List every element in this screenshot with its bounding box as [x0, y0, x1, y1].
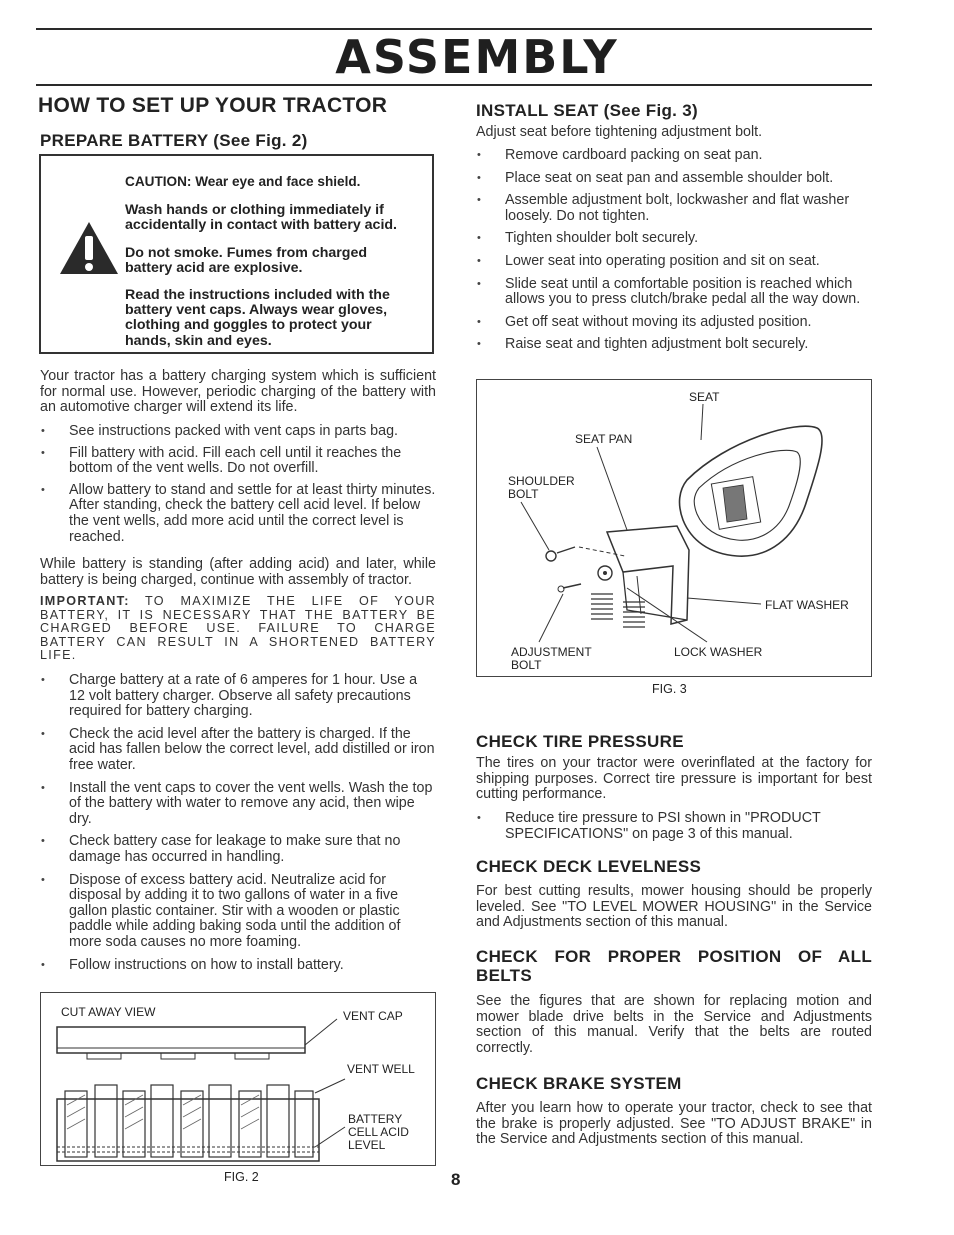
figure-3: [476, 379, 872, 677]
battery-bullets-1: [40, 424, 436, 545]
seat-intro: Adjust seat before tightening adjustment bolt.: [476, 124, 763, 140]
battery-intro: Your tractor has a battery charging system which is sufficient for normal use. However, periodic charging of the battery with an automotive charger will extend its life.: [40, 368, 436, 416]
list-item: • Check the acid level after the battery is charged. If the acid has fallen below the correct level, add distilled or iron free water.: [40, 727, 436, 774]
list-item: • See instructions packed with vent caps in parts bag.: [40, 424, 436, 440]
warning-smoke: Do not smoke. Fumes from charged battery acid are explosive.: [125, 244, 368, 276]
list-item: • Raise seat and tighten adjustment bolt securely.: [476, 337, 872, 353]
warning-caution: CAUTION: Wear eye and face shield.: [125, 174, 361, 189]
battery-cutaway-illustration: [53, 1015, 353, 1165]
fig3-label-shoulder-bolt: SHOULDER BOLT: [508, 474, 575, 501]
section-heading-setup: HOW TO SET UP YOUR TRACTOR: [38, 94, 388, 117]
battery-standing-note: While battery is standing (after adding acid) and later, while battery is being charged, continue with assembly of tractor.: [40, 556, 436, 588]
warning-box: [39, 154, 434, 354]
tire-bullets: [476, 811, 872, 842]
list-item: • Lower seat into operating position and sit on seat.: [476, 254, 872, 270]
list-item: • Dispose of excess battery acid. Neutralize acid for disposal by adding it to two gallons of water in a five gallon plastic container. Stir with a wooden or plastic paddle while adding baking soda until the addition of more soda causes no more foaming.: [40, 873, 436, 951]
list-item: • Remove cardboard packing on seat pan.: [476, 148, 872, 164]
warning-triangle-icon: [58, 220, 120, 276]
subheading-prepare-battery: PREPARE BATTERY (See Fig. 2): [40, 131, 308, 150]
seat-assembly-illustration: [477, 380, 873, 678]
list-item: • Follow instructions on how to install battery.: [40, 958, 436, 974]
list-item: • Slide seat until a comfortable position is reached which allows you to press clutch/brake pedal all the way down.: [476, 277, 872, 308]
list-item: • Install the vent caps to cover the vent wells. Wash the top of the battery with water to remove any acid, then wipe dry.: [40, 781, 436, 828]
important-text: TO MAXIMIZE THE LIFE OF YOUR BATTERY, IT IS NECESSARY THAT THE BATTERY BE CHARGED BEFORE USE. FAILURE TO CHARGE BATTERY CAN RESULT IN A SHORTENED BATTERY LIFE.: [40, 594, 436, 663]
fig2-caption: FIG. 2: [224, 1170, 259, 1184]
heading-check-tire-pressure: CHECK TIRE PRESSURE: [476, 732, 684, 751]
fig3-label-lock-washer: LOCK WASHER: [674, 645, 763, 659]
list-item: • Check battery case for leakage to make sure that no damage has occurred in handling.: [40, 834, 436, 865]
fig2-label-cut-away: CUT AWAY VIEW: [61, 1005, 156, 1019]
heading-check-belts: CHECK FOR PROPER POSITION OF ALL BELTS: [476, 947, 872, 985]
important-note: [40, 595, 436, 663]
heading-install-seat: INSTALL SEAT (See Fig. 3): [476, 101, 698, 120]
list-item: • Charge battery at a rate of 6 amperes for 1 hour. Use a 12 volt battery charger. Observe all safety precautions required for battery charging.: [40, 673, 436, 720]
list-item: • Allow battery to stand and settle for at least thirty minutes. After standing, check the battery cell acid level. If below the vent wells, add more acid until the correct level is reached.: [40, 483, 436, 545]
page-number: 8: [451, 1170, 461, 1189]
page-title: ASSEMBLY: [335, 30, 619, 84]
heading-check-deck-levelness: CHECK DECK LEVELNESS: [476, 857, 702, 876]
list-item: • Place seat on seat pan and assemble shoulder bolt.: [476, 171, 872, 187]
warning-read: Read the instructions included with the battery vent caps. Always wear gloves, clothing and goggles to protect your hands, skin and eyes.: [125, 287, 390, 349]
list-item: • Tighten shoulder bolt securely.: [476, 231, 872, 247]
deck-text: For best cutting results, mower housing should be properly leveled. See "TO LEVEL MOWER HOUSING" in the Service and Adjustments section of this manual.: [476, 883, 872, 931]
brake-text: After you learn how to operate your tractor, check to see that the brake is properly adjusted. See "TO ADJUST BRAKE" in the Service and Adjustments section of this manual.: [476, 1100, 872, 1148]
fig3-label-seat: SEAT: [689, 390, 720, 404]
list-item: • Assemble adjustment bolt, lockwasher and flat washer loosely. Do not tighten.: [476, 193, 872, 224]
fig3-label-flat-washer: FLAT WASHER: [765, 598, 849, 612]
fig2-label-vent-cap: VENT CAP: [343, 1009, 403, 1023]
belts-text: See the figures that are shown for replacing motion and mower blade drive belts in the Service and Adjustments section of this manual. Verify that the belts are routed correctly.: [476, 993, 872, 1056]
list-item: • Get off seat without moving its adjusted position.: [476, 315, 872, 331]
important-label: IMPORTANT:: [40, 594, 130, 608]
fig3-label-adjustment-bolt: ADJUSTMENT BOLT: [511, 645, 592, 672]
list-item: • Reduce tire pressure to PSI shown in "PRODUCT SPECIFICATIONS" on page 3 of this manual.: [476, 811, 872, 842]
fig3-label-seat-pan: SEAT PAN: [575, 432, 633, 446]
fig2-label-battery-level: BATTERY CELL ACID LEVEL: [348, 1112, 409, 1152]
list-item: • Fill battery with acid. Fill each cell until it reaches the bottom of the vent wells. Do not overfill.: [40, 446, 436, 477]
tire-text: The tires on your tractor were overinflated at the factory for shipping purposes. Correct tire pressure is important for best cutting performance.: [476, 755, 872, 803]
figure-2: [40, 992, 436, 1166]
fig3-caption: FIG. 3: [652, 682, 687, 696]
warning-wash: Wash hands or clothing immediately if accidentally in contact with battery acid.: [125, 202, 398, 234]
heading-check-brake-system: CHECK BRAKE SYSTEM: [476, 1074, 682, 1093]
battery-bullets-2: [40, 673, 436, 973]
fig2-label-vent-well: VENT WELL: [347, 1062, 415, 1076]
seat-bullets: [476, 148, 872, 353]
title-underline: [36, 84, 872, 86]
